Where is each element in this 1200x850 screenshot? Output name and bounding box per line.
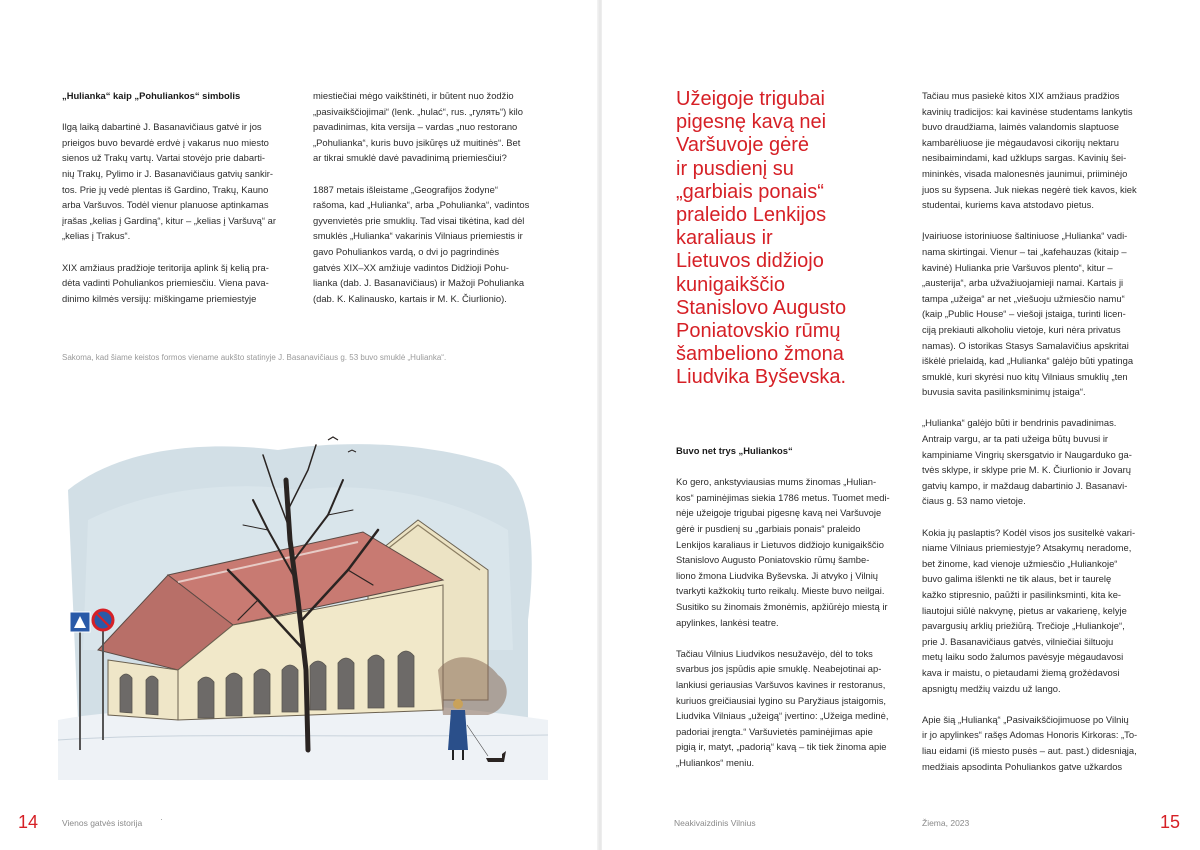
page-number-left: 14	[18, 812, 39, 832]
paragraph: Kokia jų paslaptis? Kodėl visos jos susitelkė vakari- niame Vilniaus priemiestyje? Atsakymų neradome, bet žinome, kad vienoje užmiesčio „Huliankoje“ buvo galima išlenkti ne tik alaus, bet ir taurelę kažko stipresnio, paūžti ir pasilinksminti, kita ke- liautojui siūlė nakvynę, pietus ar vakarienę, kelyje pavargusių arklių priežiūrą. Trečioje „Huliankoje“, prie J. Basanavičiaus gatvės, vilniečiai šiltuoju metų laiku sodo žalumos pavėsyje mėgaudavosi kava ir maistu, o pietaudami žiemą grožėdavosi apsnigtų medžių vaizdu už lango.	[922, 526, 1136, 694]
pedestrian-crossing-sign-icon	[70, 612, 90, 632]
paragraph: Tačiau Vilnius Liudvikos nesužavėjo, dėl to toks svarbus jos įspūdis apie smuklę. Neabejotinai ap- lankiusi geriausias Varšuvos kavines ir restoranus, kuriuos greičiausiai lygino su Paryžiaus įstaigomis, Liudvika Vilniaus „užeigą“ įvertino: „Užeiga medinė, padoriai įrengta.“ Varšuvietės paminėjimas apie pigią ir, matyt, „padorią“ kavą – tik tiek žinoma apie „Huliankos“ meniu.	[676, 647, 889, 768]
paragraph: Įvairiuose istoriniuose šaltiniuose „Hulianka“ vadi- nama skirtingai. Vienur – tai „kafehauzas (kitaip – kavinė) Hulianka prie Varšuvos plento“, kitur – „austerija“, arba užvažiuojamieji namai. Kartais ji tampa „užeiga“ ar net „viešuoju užmiesčio namu“ (kaip „Public House“ – viešoji įstaiga, turinti licen- ciją prekiauti alkoholiu vietoje, kuri nėra privatus namas). O istorikas Stasys Samalavičius apskritai iškėlė prielaidą, kad „Hulianka“ galėjo būti ypatinga smuklė, kuri skyrėsi nuo kitų Vilniaus smuklių „ten buvusia savita pasilinksminimų įstaiga“.	[922, 230, 1134, 398]
image-caption: Sakoma, kad šiame keistos formos viename aukšto statinyje J. Basanavičiaus g. 53 buvo smuklė „Hulianka“.	[62, 353, 447, 362]
paragraph: miestiečiai mėgo vaikštinėti, ir būtent nuo žodžio „pasivaikščiojimai“ (lenk. „hulać“, rus. „гулять“) kilo pavadinimas, kita versija – vardas „nuo restorano „Pohulianka“, kuris buvo įsikūręs už muitinės“. Bet ar tikrai smuklė davė pavadinimą priemiesčiui?	[313, 90, 523, 164]
paragraph: Ko gero, ankstyviausias mums žinomas „Hulian- kos“ paminėjimas siekia 1786 metus. Tuomet medi- nėje užeigoje trigubai pigesnę kavą nei Varšuvoje gėrė ir pusdienį su „garbiais ponais“ praleido Lenkijos karaliaus ir Lietuvos didžiojo kunigaikščio Stanislovo Augusto Poniatovskio rūmų šambe- liono žmona Liudvika Byševska. Ji atvyko į Vilnių tvarkyti kažkokių turto reikalų. Mieste buvo neilgai. Susitiko su žinomais žmonėmis, apžiūrėjo miestą ir apylinkes, lankėsi teatre.	[676, 476, 890, 628]
running-footer-right-date: Žiema, 2023	[922, 818, 970, 828]
paragraph: 1887 metais išleistame „Geografijos žodyne“ rašoma, kad „Hulianka“, arba „Pohulianka“, vadintos gyvenvietės prie smuklių. Tad visai tikėtina, kad dėl smuklės „Hulianka“ vakarinis Vilniaus priemiestis ir gavo Pohuliankos vardą, o dvi jo pagrindinės gatvės XIX–XX amžiuje vadintos Didžioji Pohu- lianka (dab. J. Basanavičiaus) ir Mažoji Pohulianka (dab. K. Kalinausko, kartais ir M. K. Čiurlionio).	[313, 183, 530, 304]
paragraph: Apie šią „Hulianką“ „Pasivaikščiojimuose po Vilnių ir jo apylinkes“ rašęs Adomas Honoris Kirkoras: „To- liau eidami (iš miesto pusės – aut. past.) didesniąja, medžiais apsodinta Pohuliankos gatve užkardos	[922, 713, 1138, 772]
paragraph: Tačiau mus pasiekė kitos XIX amžiaus pradžios kavinių tradicijos: kai kavinėse studentams lankytis buvo draudžiama, laimės valandomis slaptuose kambarėliuose jie mėgaudavosi cikorijų nektaru nesibaimindami, kad užklups sargas. Kavinių šei- mininkės, visada malonesnės jaunimui, priiminėjo juos su šypsena. Juk niekas negėrė tiek kavos, kiek studentai, kuriems kava atstodavo pietus.	[922, 90, 1137, 211]
right-column-2	[922, 88, 1144, 790]
left-page	[0, 0, 598, 850]
paragraph: XIX amžiaus pradžioje teritorija aplink šį kelią pra- dėta vadinti Pohuliankos priemiesčiu. Viena pava- dinimo kilmės versijų: miškingame priemiestyje	[62, 261, 269, 304]
running-footer-right-title: Neakivaizdinis Vilnius	[674, 818, 756, 828]
right-column-1	[676, 443, 892, 786]
page-number-right: 15	[1160, 812, 1181, 832]
building-illustration	[58, 420, 548, 780]
paragraph: „Hulianka“ galėjo būti ir bendrinis pavadinimas. Antraip vargu, ar ta pati užeiga būtų buvusi ir kampiniame Vingrių skersgatvio ir Naugarduko ga- tvės sklype, ir sklype prie M. K. Čiurlionio ir Jovarų gatvių kampo, ir maždaug dabartinio J. Basanavi- čiaus g. 53 namo vietoje.	[922, 417, 1132, 507]
pull-quote: Užeigoje trigubai pigesnę kavą nei Varšuvoje gėrė ir pusdienį su „garbiais ponais“ praleido Lenkijos karaliaus ir Lietuvos didžiojo kunigaikščio Stanislovo Augusto Poniatovskio rūmų šambeliono žmona Liudvika Byševska.	[676, 88, 847, 389]
footer-dot: ·	[160, 814, 163, 824]
left-column-1	[62, 88, 280, 322]
paragraph: Ilgą laiką dabartinė J. Basanavičiaus gatvė ir jos prieigos buvo bevardė erdvė į vakarus nuo miesto sienos už Trakų vartų. Vartai stovėjo prie dabarti- nių Trakų, Pylimo ir J. Basanavičiaus gatvių sankir- tos. Prie jų vedė plentas iš Gardino, Trakų, Kauno arba Varšuvos. Todėl vienur planuose aptinkamas įrašas „kelias į Gardiną“, kitur – „kelias į Varšuvą“ ar „kelias į Trakus“.	[62, 121, 276, 242]
running-footer-left: Vienos gatvės istorija	[62, 818, 143, 828]
section-heading-hulianka: „Hulianka“ kaip „Pohuliankos“ simbolis	[62, 90, 241, 101]
left-column-2	[313, 88, 535, 322]
no-parking-sign-icon	[93, 610, 113, 630]
section-heading-trys-huliankos: Buvo net trys „Huliankos“	[676, 445, 793, 456]
